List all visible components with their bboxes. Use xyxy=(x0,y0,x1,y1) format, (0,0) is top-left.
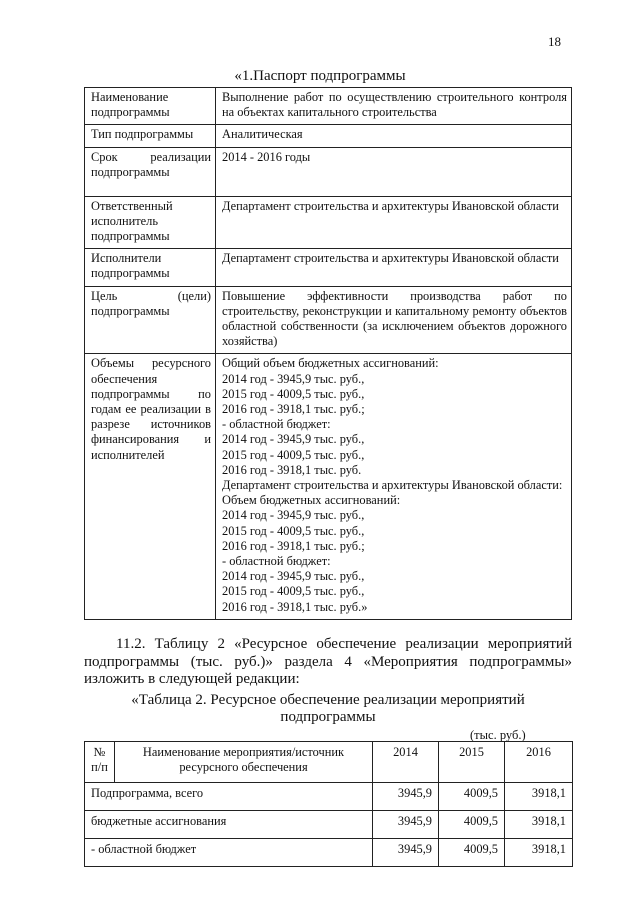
resource-table xyxy=(84,741,573,867)
table-row xyxy=(85,196,572,249)
funding-line: 2016 год - 3918,1 тыс. руб. xyxy=(222,462,362,477)
cell-value: 4009,5 xyxy=(439,783,505,811)
funding-line: 2016 год - 3918,1 тыс. руб.; xyxy=(222,538,365,553)
amendment-paragraph: 11.2. Таблицу 2 «Ресурсное обеспечение реализации мероприятий подпрограммы (тыс. руб.)» раздела 4 «Мероприятия подпрограммы» изложить в следующей редакции: xyxy=(84,636,572,687)
funding-line: - областной бюджет: xyxy=(222,417,331,432)
row-value xyxy=(216,354,572,619)
cell-value: 3945,9 xyxy=(373,839,439,867)
funding-line: - областной бюджет: xyxy=(222,554,331,569)
funding-line: Объем бюджетных ассигнований: xyxy=(222,493,401,508)
table2-title: «Таблица 2. Ресурсное обеспечение реализации мероприятий xyxy=(131,692,525,708)
row-label: Наименование подпрограммы xyxy=(85,88,216,125)
funding-line: 2014 год - 3945,9 тыс. руб., xyxy=(222,432,365,447)
row-name: - областной бюджет xyxy=(85,839,373,867)
funding-line: Общий объем бюджетных ассигнований: xyxy=(222,356,439,371)
funding-line: 2014 год - 3945,9 тыс. руб., xyxy=(222,371,365,386)
funding-line: 2015 год - 4009,5 тыс. руб., xyxy=(222,523,365,538)
header-cell: 2015 xyxy=(439,742,505,783)
row-value: Выполнение работ по осуществлению строительного контроля на объектах капитального строительства xyxy=(216,88,572,125)
header-cell: 2014 xyxy=(373,742,439,783)
row-name: Подпрограмма, всего xyxy=(85,783,373,811)
table-header-row xyxy=(85,742,573,783)
funding-line: 2016 год - 3918,1 тыс. руб.» xyxy=(222,599,368,614)
table-row xyxy=(85,783,573,811)
header-cell: № п/п xyxy=(85,742,115,783)
passport-table xyxy=(84,87,572,620)
cell-value: 3945,9 xyxy=(373,783,439,811)
row-label: Тип подпрограммы xyxy=(85,125,216,147)
row-value: Повышение эффективности производства работ по строительству, реконструкции и капитальному ремонту объектов областной собственности (за исключением объектов дорожного хозяйства) xyxy=(216,286,572,354)
row-label: Срок реализации подпрограммы xyxy=(85,147,216,196)
page-number: 18 xyxy=(548,34,561,49)
table-row xyxy=(85,125,572,147)
cell-value: 3945,9 xyxy=(373,811,439,839)
passport-title: «1.Паспорт подпрограммы xyxy=(234,68,406,84)
header-cell: 2016 xyxy=(505,742,573,783)
table-row xyxy=(85,811,573,839)
row-value: Департамент строительства и архитектуры Ивановской области xyxy=(216,196,572,249)
funding-line: 2015 год - 4009,5 тыс. руб., xyxy=(222,447,365,462)
funding-line: 2014 год - 3945,9 тыс. руб., xyxy=(222,508,365,523)
cell-value: 4009,5 xyxy=(439,811,505,839)
row-value: 2014 - 2016 годы xyxy=(216,147,572,196)
row-label: Цель (цели) подпрограммы xyxy=(85,286,216,354)
cell-value: 3918,1 xyxy=(505,839,573,867)
table2-title-cont: подпрограммы xyxy=(280,709,376,725)
unit-label: (тыс. руб.) xyxy=(470,728,526,742)
row-label: Исполнители подпрограммы xyxy=(85,249,216,286)
table-row xyxy=(85,839,573,867)
funding-line: 2015 год - 4009,5 тыс. руб., xyxy=(222,584,365,599)
row-value: Департамент строительства и архитектуры Ивановской области xyxy=(216,249,572,286)
row-label: Объемы ресурсного обеспечения подпрограммы по годам ее реализации в разрезе источников финансирования и исполнителей xyxy=(85,354,216,619)
funding-line: 2014 год - 3945,9 тыс. руб., xyxy=(222,569,365,584)
row-label: Ответственный исполнитель подпрограммы xyxy=(85,196,216,249)
funding-line: Департамент строительства и архитектуры Ивановской области: xyxy=(222,478,563,493)
table-row xyxy=(85,249,572,286)
row-name: бюджетные ассигнования xyxy=(85,811,373,839)
table-row xyxy=(85,354,572,619)
funding-line: 2016 год - 3918,1 тыс. руб.; xyxy=(222,402,365,417)
table-row xyxy=(85,286,572,354)
cell-value: 4009,5 xyxy=(439,839,505,867)
funding-line: 2015 год - 4009,5 тыс. руб., xyxy=(222,386,365,401)
table-row xyxy=(85,88,572,125)
cell-value: 3918,1 xyxy=(505,783,573,811)
table-row xyxy=(85,147,572,196)
row-value: Аналитическая xyxy=(216,125,572,147)
header-cell: Наименование мероприятия/источник ресурсного обеспечения xyxy=(115,742,373,783)
cell-value: 3918,1 xyxy=(505,811,573,839)
